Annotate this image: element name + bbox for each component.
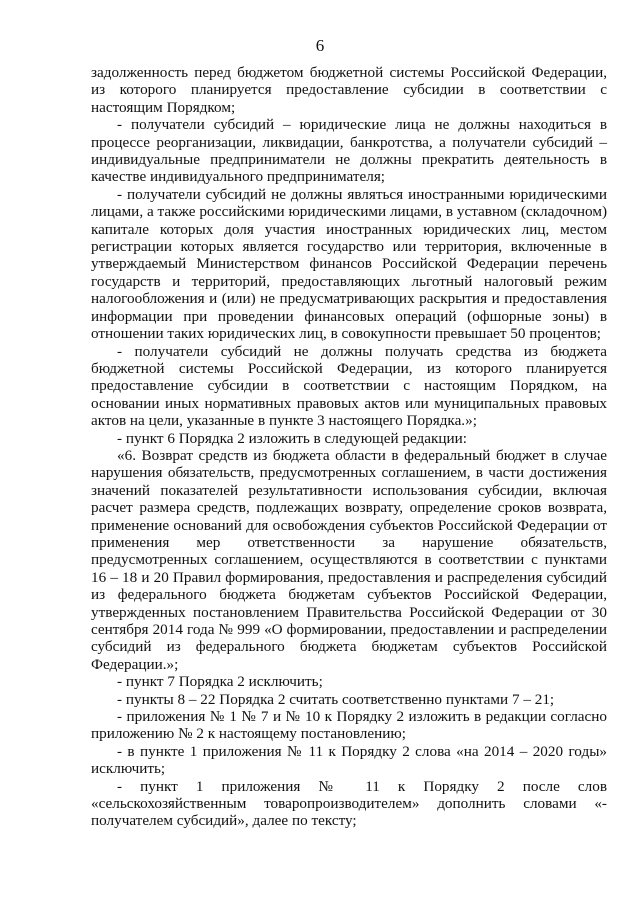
paragraph-items-renumbered: - пункты 8 – 22 Порядка 2 считать соответственно пунктами 7 – 21; [117, 690, 555, 708]
paragraph-appendices-amended: - приложения № 1 № 7 и № 10 к Порядку 2 изложить в редакции согласно приложению № 2 к настоящему постановлению; [91, 708, 607, 743]
paragraph-item-6-amendment: - пункт 6 Порядка 2 изложить в следующей редакции: [117, 429, 467, 447]
paragraph-appendix-11-years-removed: - в пункте 1 приложения № 11 к Порядку 2 слова «на 2014 – 2020 годы» исключить; [91, 742, 607, 778]
paragraph-appendix-11-addition: - пункт 1 приложения № 11 к Порядку 2 после слов «сельскохозяйственным товаропроизводителем» дополнить словами «- получателем субсидий», далее по тексту; [91, 777, 607, 830]
paragraph-reorganization-requirement: - получатели субсидий – юридические лица не должны находиться в процессе реорганизации, ликвидации, банкротства, а получатели субсидий – индивидуальные предприниматели не должны прекратить деятельность в качестве индивидуального предпринимателя; [91, 116, 607, 186]
paragraph-foreign-entities-requirement: - получатели субсидий не должны являться иностранными юридическими лицами, а также российскими юридическими лицами, в уставном (складочном) капитале которых доля участия иностранных юридических лиц, местом регистрации которых является государство или территория, включенные в утверждаемый Министерством финансов Российской Федерации перечень государств и территорий, предоставляющих льготный налоговый режим налогообложения и (или) не предусматривающих раскрытия и предоставления информации при проведении финансовых операций (офшорные зоны) в отношении таких юридических лиц, в совокупности превышает 50 процентов; [91, 185, 607, 343]
paragraph-other-funds-requirement: - получатели субсидий не должны получать средства из бюджета бюджетной системы Российской Федерации, из которого планируется предоставление субсидии в соответствии с настоящим Порядком, на основании иных нормативных правовых актов или муниципальных правовых актов на цели, указанные в пункте 3 настоящего Порядка.»; [91, 342, 607, 430]
paragraph-item-7-removed: - пункт 7 Порядка 2 исключить; [117, 673, 323, 691]
paragraph-debt-continuation: задолженность перед бюджетом бюджетной системы Российской Федерации, из которого планируется предоставление субсидии в соответствии с настоящим Порядком; [91, 64, 607, 116]
page-number: 6 [315, 36, 325, 55]
document-body [91, 64, 607, 830]
paragraph-item-6-new-text: «6. Возврат средств из бюджета области в федеральный бюджет в случае нарушения обязательств, предусмотренных соглашением, в части достижения значений показателей результативности использования субсидии, включая расчет размера средств, подлежащих возврату, определение сроков возврата, применение оснований для освобождения субъектов Российской Федерации от применения мер ответственности за нарушение обязательств, предусмотренных соглашением, осуществляются в соответствии с пунктами 16 – 18 и 20 Правил формирования, предоставления и распределения субсидий из федерального бюджета бюджетам субъектов Российской Федерации, утвержденных постановлением Правительства Российской Федерации от 30 сентября 2014 года № 999 «О формировании, предоставлении и распределении субсидий из федерального бюджета бюджетам субъектов Российской Федерации.»; [91, 446, 607, 673]
